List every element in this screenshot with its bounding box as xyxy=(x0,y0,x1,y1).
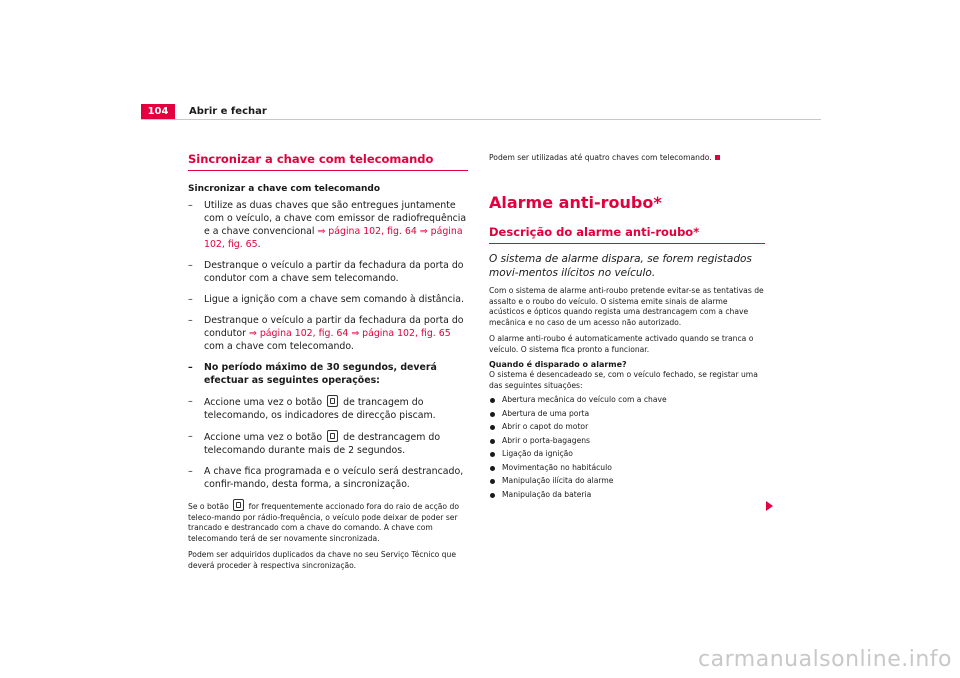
step-item: – Accione uma vez o botão de destrancagem do telecomando durante mais de 2 segundos. xyxy=(188,431,441,456)
note-paragraph: Se o botão for frequentemente accionado fora do raio de acção do teleco-mando por rádio-frequência, o veículo pode deixar de poder ser trancado e destrancado com a chave do comando. A chave com telecomando terá de ser novamente sincronizada. xyxy=(188,499,468,544)
left-column xyxy=(188,152,468,571)
list-item: Ligação da ignição xyxy=(489,449,765,460)
body-paragraph: O sistema é desencadeado se, com o veículo fechado, se registar uma das seguintes situações: xyxy=(489,370,758,390)
bullet-icon xyxy=(490,493,495,498)
step-item: – A chave fica programada e o veículo será destrancado, confir-mando, desta forma, a sincronização. xyxy=(188,466,464,490)
step-item: – Destranque o veículo a partir da fechadura da porta do condutor ⇒ página 102, fig. 64 ⇒ página 102, fig. 65 com a chave com telecomando. xyxy=(188,315,464,352)
list-item: Abertura mecânica do veículo com a chave xyxy=(489,395,765,406)
sync-steps-list xyxy=(188,199,468,491)
bullet-icon xyxy=(490,412,495,417)
section-title-sync: Sincronizar a chave com telecomando xyxy=(188,152,468,171)
list-item: Abrir o capot do motor xyxy=(489,422,765,433)
right-column xyxy=(489,152,765,503)
step-item: – No período máximo de 30 segundos, deverá efectuar as seguintes operações: xyxy=(188,362,437,386)
unlock-key-icon xyxy=(233,499,244,511)
page-reference-link[interactable]: ⇒ página 102, fig. 64 ⇒ página 102, fig. 65 xyxy=(204,226,463,250)
bullet-icon xyxy=(490,479,495,484)
lock-key-icon xyxy=(327,395,338,407)
page-number: 104 xyxy=(141,104,175,119)
page-reference-link[interactable]: ⇒ página 102, fig. 64 ⇒ página 102, fig. 65 xyxy=(248,328,451,339)
chapter-title: Abrir e fechar xyxy=(189,106,267,117)
continue-arrow-icon[interactable] xyxy=(766,501,773,511)
unlock-key-icon xyxy=(327,430,338,442)
question-heading: Quando é disparado o alarme? xyxy=(489,360,627,369)
bullet-icon xyxy=(490,425,495,430)
bullet-icon xyxy=(490,398,495,403)
list-item: Abertura de uma porta xyxy=(489,409,765,420)
list-item: Abrir o porta-bagagens xyxy=(489,436,765,447)
step-item: – Accione uma vez o botão de trancagem do telecomando, os indicadores de direcção piscam. xyxy=(188,396,436,421)
note-paragraph: Podem ser adquiridos duplicados da chave no seu Serviço Técnico que deverá proceder à respectiva sincronização. xyxy=(188,550,456,570)
bullet-icon xyxy=(490,452,495,457)
bullet-icon xyxy=(490,466,495,471)
trigger-list xyxy=(489,395,765,500)
step-item: – Destranque o veículo a partir da fechadura da porta do condutor com a chave sem telecomando. xyxy=(188,260,464,284)
chapter-heading-alarm: Alarme anti-roubo* xyxy=(489,193,662,212)
section-title-alarm: Descrição do alarme anti-roubo* xyxy=(489,225,765,244)
header-divider xyxy=(141,119,821,120)
watermark: carmanualsonline.info xyxy=(698,647,952,672)
subsection-title-sync: Sincronizar a chave com telecomando xyxy=(188,184,381,194)
lead-paragraph: O sistema de alarme dispara, se forem registados movi-mentos ilícitos no veículo. xyxy=(489,253,752,279)
list-item: Manipulação da bateria xyxy=(489,490,765,501)
list-item: Movimentação no habitáculo xyxy=(489,463,765,474)
list-item: Manipulação ilícita do alarme xyxy=(489,476,765,487)
step-item: – Utilize as duas chaves que são entregues juntamente com o veículo, a chave com emissor de radiofrequência e a chave convencional ⇒ página 102, fig. 64 ⇒ página 102, fig. 65. xyxy=(188,200,467,250)
step-item: – Ligue a ignição com a chave sem comando à distância. xyxy=(188,294,464,305)
bullet-icon xyxy=(490,439,495,444)
body-paragraph: O alarme anti-roubo é automaticamente activado quando se tranca o veículo. O sistema fica pronto a funcionar. xyxy=(489,334,754,354)
body-paragraph: Com o sistema de alarme anti-roubo pretende evitar-se as tentativas de assalto e o roubo do veículo. O sistema emite sinais de alarme acústicos e ópticos quando regista uma destrancagem com a chave mecânica e no caso de um acesso não autorizado. xyxy=(489,286,764,327)
intro-text: Podem ser utilizadas até quatro chaves com telecomando. xyxy=(489,152,765,163)
end-marker-icon xyxy=(715,155,720,160)
